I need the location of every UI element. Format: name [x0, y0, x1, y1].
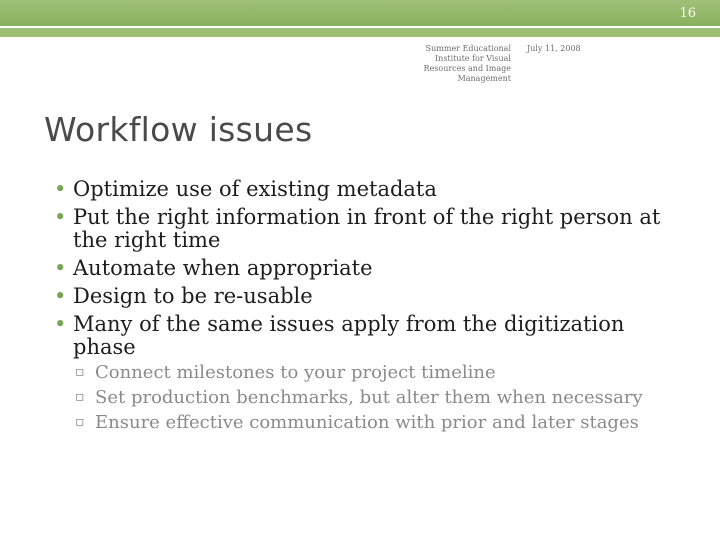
sub-bullet-list [73, 362, 692, 433]
header-bar [0, 0, 720, 26]
slide-number: 16 [679, 6, 696, 21]
sub-bullet-item: ▫ Connect milestones to your project timeline [73, 362, 692, 383]
bullet-item: • Optimize use of existing metadata [52, 178, 692, 201]
bullet-item-text: Many of the same issues apply from the digitization phase [73, 312, 625, 359]
slide-title: Workflow issues [44, 110, 313, 149]
bullet-list [52, 178, 692, 438]
footer-organization: Summer Educational Institute for Visual Resources and Image Management [423, 44, 511, 83]
bullet-item: • Put the right information in front of the right person at the right time [52, 206, 692, 252]
sub-bullet-item: ▫ Ensure effective communication with prior and later stages [73, 412, 692, 433]
bullet-item: • Automate when appropriate [52, 257, 692, 280]
sub-bullet-item: ▫ Set production benchmarks, but alter them when necessary [73, 387, 692, 408]
bullet-item-with-subitems [52, 313, 692, 433]
bullet-item: • Design to be re-usable [52, 285, 692, 308]
footer-date: July 11, 2008 [527, 44, 581, 53]
header-stripe [0, 28, 720, 37]
